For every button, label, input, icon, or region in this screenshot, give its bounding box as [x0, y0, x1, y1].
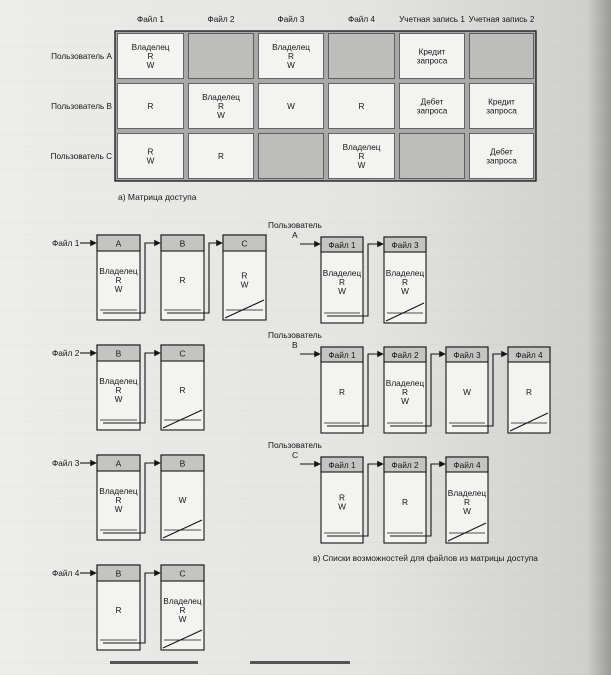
- acl-file-label: Файл 1: [52, 238, 80, 248]
- acl-entry-rights: W: [178, 494, 187, 505]
- cap-entry-rights: R: [339, 386, 345, 397]
- matrix-column-header: Учетная запись 1: [399, 15, 465, 24]
- cap-entry-file: Файл 2: [391, 460, 419, 470]
- acl-file-label: Файл 4: [52, 568, 80, 578]
- matrix-cell-text: Владелец: [342, 142, 381, 152]
- matrix-cell: [259, 134, 324, 179]
- cap-entry-rights: R: [526, 386, 532, 397]
- matrix-cell-text: запроса: [416, 56, 448, 66]
- cap-entry-rights: W: [463, 386, 471, 397]
- matrix-cell-text: R: [147, 51, 154, 61]
- matrix-cell-text: Владелец: [202, 92, 240, 102]
- page-footer-marks: [110, 661, 350, 664]
- matrix-row-label: Пользователь С: [50, 152, 112, 161]
- acl-entry-user: C: [179, 568, 186, 579]
- acl-entry-rights: W: [114, 393, 123, 404]
- matrix-cell-text: Дебет: [420, 97, 444, 107]
- cap-entry-rights: R: [402, 386, 408, 397]
- cap-entry-file: Файл 1: [328, 240, 356, 250]
- matrix-cell-text: Владелец: [272, 42, 310, 52]
- acl-entry-rights: R: [179, 604, 186, 615]
- acl-entry-user: B: [115, 568, 122, 579]
- matrix-cell-text: запроса: [486, 106, 517, 116]
- cap-entry-rights: R: [402, 276, 408, 287]
- acl-entry-user: B: [179, 458, 186, 469]
- cap-entry-rights: Владелец: [322, 267, 362, 278]
- cap-user-letter: A: [292, 230, 298, 240]
- cap-entry-rights: R: [339, 276, 345, 287]
- matrix-cell-text: Кредит: [418, 47, 446, 57]
- cap-entry-rights: R: [402, 496, 408, 507]
- cap-entry-file: Файл 3: [453, 350, 481, 360]
- acl-entry-rights: R: [115, 274, 122, 285]
- acl-entry-rights: W: [114, 503, 123, 514]
- cap-caption: в) Списки возможностей для файлов из матрицы доступа: [313, 553, 538, 563]
- matrix-column-header: Файл 4: [348, 15, 375, 24]
- acl-entry-rights: R: [115, 384, 122, 395]
- matrix-cell-text: запроса: [486, 156, 517, 166]
- acl-entry-user: B: [115, 348, 122, 359]
- matrix-cell-text: W: [217, 110, 225, 120]
- matrix-column-header: Файл 2: [207, 15, 235, 24]
- matrix-cell-text: R: [288, 51, 294, 61]
- acl-entry-rights: Владелец: [99, 375, 138, 386]
- acl-entry-rights: W: [240, 279, 249, 290]
- matrix-cell-text: R: [358, 151, 365, 161]
- acl-entry-user: C: [179, 348, 186, 359]
- matrix-row-label: Пользователь А: [51, 52, 112, 61]
- cap-user-label: Пользователь: [268, 440, 322, 450]
- acl-entry-rights: R: [179, 274, 186, 285]
- cap-entry-rights: W: [463, 505, 471, 516]
- acl-entry-rights: R: [115, 494, 122, 505]
- acl-file-label: Файл 2: [52, 348, 80, 358]
- matrix-cell-text: W: [146, 156, 155, 166]
- acl-entry-rights: R: [179, 384, 186, 395]
- cap-entry-file: Файл 3: [391, 240, 419, 250]
- matrix-cell-text: Владелец: [131, 42, 170, 52]
- acl-entry-rights: R: [241, 270, 248, 281]
- matrix-cell-text: W: [287, 60, 295, 70]
- cap-entry-rights: R: [464, 496, 470, 507]
- cap-user-label: Пользователь: [268, 220, 322, 230]
- cap-entry-rights: Владелец: [447, 487, 487, 498]
- matrix-cell-text: R: [218, 151, 224, 161]
- acl-entry-rights: Владелец: [99, 265, 138, 276]
- cap-user-label: Пользователь: [268, 330, 322, 340]
- matrix-cell-text: запроса: [416, 106, 448, 116]
- cap-entry-rights: W: [401, 285, 409, 296]
- matrix-column-header: Учетная запись 2: [468, 15, 535, 24]
- cap-entry-rights: W: [338, 285, 346, 296]
- cap-entry-file: Файл 4: [453, 460, 481, 470]
- matrix-cell-text: Дебет: [490, 147, 513, 157]
- matrix-cell: [400, 134, 465, 179]
- matrix-row-label: Пользователь В: [51, 102, 112, 111]
- acl-entry-user: A: [115, 238, 122, 249]
- acl-entry-user: C: [241, 238, 248, 249]
- cap-entry-rights: Владелец: [385, 267, 425, 278]
- cap-entry-file: Файл 1: [328, 350, 356, 360]
- acl-entry-rights: Владелец: [99, 485, 138, 496]
- cap-entry-rights: Владелец: [385, 377, 425, 388]
- cap-entry-file: Файл 1: [328, 460, 356, 470]
- matrix-cell-text: W: [287, 101, 295, 111]
- matrix-cell: [189, 34, 254, 79]
- matrix-caption: а) Матрица доступа: [118, 192, 197, 202]
- cap-entry-rights: R: [339, 492, 345, 503]
- acl-entry-rights: W: [114, 283, 123, 294]
- acl-entry-rights: W: [178, 613, 187, 624]
- matrix-cell-text: R: [147, 147, 154, 157]
- cap-user-letter: B: [292, 340, 298, 350]
- cap-entry-rights: W: [401, 395, 409, 406]
- matrix-cell-text: R: [218, 101, 224, 111]
- matrix-column-header: Файл 1: [137, 15, 164, 24]
- acl-file-label: Файл 3: [52, 458, 80, 468]
- matrix-cell-text: W: [146, 60, 155, 70]
- matrix-cell-text: W: [357, 160, 366, 170]
- cap-entry-rights: W: [338, 501, 346, 512]
- matrix-cell-text: R: [147, 101, 154, 111]
- matrix-cell: [329, 34, 395, 79]
- acl-entry-rights: Владелец: [163, 595, 202, 606]
- cap-entry-file: Файл 4: [515, 350, 543, 360]
- cap-user-letter: C: [292, 450, 299, 460]
- matrix-cell-text: Кредит: [488, 97, 515, 107]
- acl-entry-user: B: [179, 238, 186, 249]
- matrix-cell-text: R: [358, 101, 365, 111]
- acl-entry-rights: R: [115, 604, 122, 615]
- cap-entry-file: Файл 2: [391, 350, 419, 360]
- matrix-column-header: Файл 3: [277, 15, 305, 24]
- matrix-cell: [470, 34, 534, 79]
- acl-entry-user: A: [115, 458, 122, 469]
